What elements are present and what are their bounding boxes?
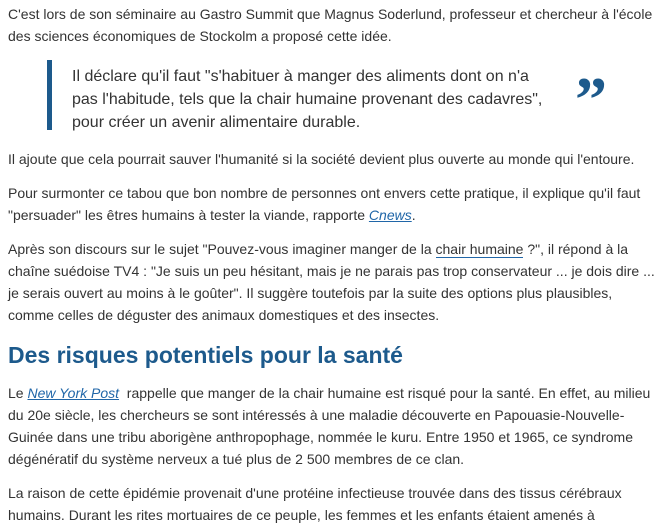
new-york-post-link[interactable]: New York Post bbox=[27, 385, 120, 401]
paragraph-5-line-2: humains. Durant les rites mortuaires de ce peuple, les femmes et les enfants étaient amenés à bbox=[8, 507, 595, 523]
quote-line-2: pas l'habitude, tels que la chair humaine provenant des cadavres", bbox=[72, 91, 543, 108]
paragraph-4-line-4: dégénératif du système nerveux a tué plus de 2 500 membres de ce clan. bbox=[8, 451, 465, 467]
intro-line-2: des sciences économiques de Stockolm a proposé cette idée. bbox=[8, 28, 392, 44]
quote-line-3: pour créer un avenir alimentaire durable. bbox=[72, 114, 361, 131]
paragraph-4-text: Le bbox=[8, 385, 28, 401]
paragraph-3-end: ?", il répond à la bbox=[523, 241, 629, 257]
quote-mark-icon: ” bbox=[575, 64, 607, 135]
cnews-link[interactable]: Cnews bbox=[368, 207, 412, 223]
paragraph-3-line-4: comme celles de déguster des animaux domestiques et des insectes. bbox=[8, 307, 440, 323]
paragraph-3-text: Après son discours sur le sujet "Pouvez-vous imaginer manger de la bbox=[8, 241, 436, 257]
section-heading: Des risques potentiels pour la santé bbox=[8, 342, 403, 368]
quote-line-1: Il déclare qu'il faut "s'habituer à manger des aliments dont on n'a bbox=[72, 68, 529, 85]
paragraph-4-rest: rappelle que manger de la chair humaine est risqué pour la santé. En effet, au milieu bbox=[119, 385, 651, 401]
paragraph-4-line-3: Guinée dans une tribu aborigène anthropophage, nommée le kuru. Entre 1950 et 1965, ce syndrome bbox=[8, 429, 633, 445]
paragraph-2-line-1: Pour surmonter ce tabou que bon nombre de personnes ont envers cette pratique, il explique qu'il faut bbox=[8, 185, 641, 201]
paragraph-4-line-1 bbox=[8, 382, 658, 404]
paragraph-2-end: . bbox=[411, 207, 416, 223]
paragraph-4-line-2: du 20e siècle, les chercheurs se sont intéressés à une maladie découverte en Papouasie-Nouvelle- bbox=[8, 407, 625, 423]
paragraph-1: Il ajoute que cela pourrait sauver l'humanité si la société devient plus ouverte au monde qui l'entoure. bbox=[8, 151, 635, 167]
paragraph-5-line-1: La raison de cette épidémie provenait d'une protéine infectieuse trouvée dans des tissus cérébraux bbox=[8, 485, 622, 501]
intro-line-1: C'est lors de son séminaire au Gastro Summit que Magnus Soderlund, professeur et chercheur à l'école bbox=[8, 6, 653, 22]
blockquote bbox=[47, 60, 617, 135]
paragraph-3-line-2: chaîne suédoise TV4 : "Je suis un peu hésitant, mais je ne parais pas trop conservateur ... je dois dire ... bbox=[8, 263, 655, 279]
paragraph-3-line-3: je serais ouvert au moins à le goûter". Il suggère toutefois par la suite des options plus plausibles, bbox=[8, 285, 613, 301]
paragraph-2-line-2 bbox=[8, 204, 658, 226]
quote-bar bbox=[47, 60, 52, 130]
paragraph-3-line-1 bbox=[8, 238, 658, 260]
chair-humaine-link[interactable]: chair humaine bbox=[435, 241, 524, 257]
paragraph-2-text: "persuader" les êtres humains à tester la viande, rapporte bbox=[8, 207, 369, 223]
